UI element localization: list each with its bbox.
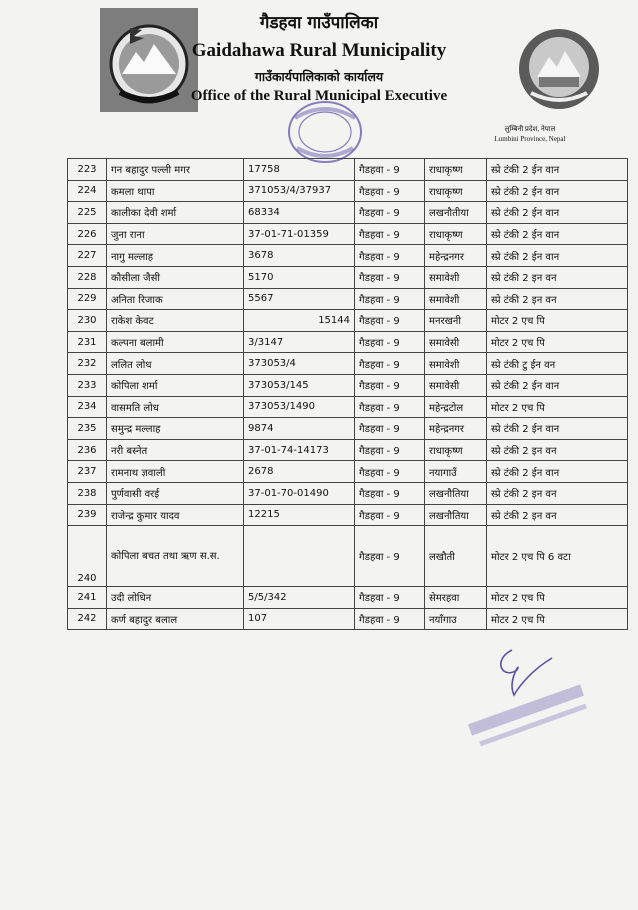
id-number-cell: 5/5/342 [244,587,355,609]
table-row [68,353,628,375]
serial-number-cell: 229 [68,288,107,310]
municipality-ward-cell: गैडहवा - 9 [355,202,425,224]
id-number-cell: 373053/145 [244,374,355,396]
table-row [68,266,628,288]
tole-cell: महेन्द्रनगर [425,245,487,267]
tole-cell: मनरखनी [425,310,487,332]
serial-number-cell: 228 [68,266,107,288]
id-number-cell: 3/3147 [244,331,355,353]
beneficiary-name-cell: राजेन्द्र कुमार यादव [107,504,244,526]
beneficiary-name-cell: कोपिला बचत तथा ऋण स.स. [107,526,244,587]
equipment-cell: स्प्रे टंकी 2 ईन वान [487,245,628,267]
tole-cell: राधाकृष्ण [425,159,487,181]
municipality-ward-cell: गैडहवा - 9 [355,461,425,483]
id-number-cell: 37-01-71-01359 [244,223,355,245]
serial-number-cell: 233 [68,374,107,396]
table-row [68,223,628,245]
table-row [68,310,628,332]
tole-cell: समावेशी [425,266,487,288]
table-row [68,245,628,267]
tole-cell: लखनौतिया [425,504,487,526]
municipality-ward-cell: गैडहवा - 9 [355,396,425,418]
serial-number-cell: 223 [68,159,107,181]
equipment-cell: मोटर 2 एच पि [487,310,628,332]
municipality-ward-cell: गैडहवा - 9 [355,526,425,587]
tole-cell: लखौती [425,526,487,587]
table-row [68,396,628,418]
municipality-ward-cell: गैडहवा - 9 [355,288,425,310]
tole-cell: नयाँगाउ [425,608,487,630]
municipality-ward-cell: गैडहवा - 9 [355,608,425,630]
id-number-cell: 5567 [244,288,355,310]
tole-cell: समावेसी [425,331,487,353]
serial-number-cell: 238 [68,482,107,504]
beneficiary-name-cell: कालीका देवी शर्मा [107,202,244,224]
id-number-cell: 371053/4/37937 [244,180,355,202]
table-row [68,439,628,461]
serial-number-cell: 237 [68,461,107,483]
id-number-cell: 37-01-74-14173 [244,439,355,461]
equipment-cell: स्प्रे टंकी 2 ईन वान [487,461,628,483]
id-number-cell: 12215 [244,504,355,526]
tole-cell: समावेशी [425,353,487,375]
municipality-ward-cell: गैडहवा - 9 [355,482,425,504]
municipality-ward-cell: गैडहवा - 9 [355,266,425,288]
table-row [68,587,628,609]
serial-number-cell: 242 [68,608,107,630]
municipality-ward-cell: गैडहवा - 9 [355,159,425,181]
table-row [68,418,628,440]
equipment-cell: स्प्रे टंकी 2 इन वन [487,288,628,310]
equipment-cell: स्प्रे टंकी 2 इन वन [487,439,628,461]
serial-number-cell: 224 [68,180,107,202]
table-row [68,608,628,630]
id-number-cell [244,526,355,587]
equipment-cell: स्प्रे टंकी टु ईन वन [487,353,628,375]
equipment-cell: स्प्रे टंकी 2 ईन वान [487,374,628,396]
beneficiary-name-cell: कल्पना बलामी [107,331,244,353]
official-signature [462,640,602,750]
serial-number-cell: 225 [68,202,107,224]
beneficiary-name-cell: जुना राना [107,223,244,245]
serial-number-cell: 235 [68,418,107,440]
title-english: Gaidahawa Rural Municipality [191,40,447,61]
equipment-cell: स्प्रे टंकी 2 इन वन [487,482,628,504]
serial-number-cell: 234 [68,396,107,418]
equipment-cell: स्प्रे टंकी 2 ईन वान [487,159,628,181]
beneficiary-name-cell: वासमति लोध [107,396,244,418]
title-nepali: गैडहवा गाउँपालिका [259,13,379,33]
table-row [68,180,628,202]
serial-number-cell: 239 [68,504,107,526]
id-number-cell: 15144 [244,310,355,332]
province-english: Lumbini Province, Nepal [494,135,566,143]
office-english: Office of the Rural Municipal Executive [190,88,448,104]
beneficiary-name-cell: नरी बस्नेत [107,439,244,461]
equipment-cell: मोटर 2 एच पि [487,608,628,630]
municipality-ward-cell: गैडहवा - 9 [355,223,425,245]
serial-number-cell: 232 [68,353,107,375]
equipment-cell: स्प्रे टंकी 2 ईन वान [487,223,628,245]
equipment-cell: स्प्रे टंकी 2 ईन वान [487,180,628,202]
id-number-cell: 5170 [244,266,355,288]
beneficiary-name-cell: गन बहादुर पल्ली मगर [107,159,244,181]
nepal-emblem-logo [517,27,601,111]
id-number-cell: 3678 [244,245,355,267]
municipality-ward-cell: गैडहवा - 9 [355,180,425,202]
table-row [68,288,628,310]
tole-cell: राधाकृष्ण [425,439,487,461]
id-number-cell: 17758 [244,159,355,181]
table-row [68,374,628,396]
province-nepali: लुम्बिनी प्रदेश, नेपाल [504,125,556,133]
tole-cell: सेमरहवा [425,587,487,609]
id-number-cell: 107 [244,608,355,630]
table-row [68,482,628,504]
tole-cell: महेन्द्रनगर [425,418,487,440]
beneficiary-name-cell: रामनाथ ज्ञवाली [107,461,244,483]
province-address [475,124,585,144]
beneficiary-name-cell: कौसीला जैसी [107,266,244,288]
beneficiary-name-cell: नागु मल्लाह [107,245,244,267]
municipality-ward-cell: गैडहवा - 9 [355,353,425,375]
table-row [68,461,628,483]
beneficiary-name-cell: कोपिला शर्मा [107,374,244,396]
municipality-ward-cell: गैडहवा - 9 [355,439,425,461]
id-number-cell: 373053/4 [244,353,355,375]
beneficiary-name-cell: कर्ण बहादुर बलाल [107,608,244,630]
beneficiary-name-cell: राकेश केवट [107,310,244,332]
equipment-cell: स्प्रे टंकी 2 इन वन [487,266,628,288]
equipment-cell: स्प्रे टंकी 2 ईन वान [487,418,628,440]
equipment-cell: मोटर 2 एच पि [487,331,628,353]
equipment-cell: स्प्रे टंकी 2 इन वन [487,504,628,526]
table-row [68,159,628,181]
beneficiary-name-cell: ललित लोध [107,353,244,375]
tole-cell: लखनौतीया [425,202,487,224]
serial-number-cell: 230 [68,310,107,332]
tole-cell: महेन्द्रटोल [425,396,487,418]
equipment-cell: स्प्रे टंकी 2 ईन वान [487,202,628,224]
municipality-ward-cell: गैडहवा - 9 [355,504,425,526]
municipality-ward-cell: गैडहवा - 9 [355,245,425,267]
equipment-cell: मोटर 2 एच पि [487,587,628,609]
tole-cell: समावेसी [425,374,487,396]
serial-number-cell: 241 [68,587,107,609]
id-number-cell: 9874 [244,418,355,440]
equipment-cell: मोटर 2 एच पि 6 वटा [487,526,628,587]
id-number-cell: 68334 [244,202,355,224]
serial-number-cell: 240 [68,526,107,587]
tole-cell: लखनौतिया [425,482,487,504]
municipality-ward-cell: गैडहवा - 9 [355,374,425,396]
beneficiary-name-cell: समुन्द्र मल्लाह [107,418,244,440]
table-row [68,526,628,587]
municipality-ward-cell: गैडहवा - 9 [355,310,425,332]
serial-number-cell: 227 [68,245,107,267]
tole-cell: राधाकृष्ण [425,223,487,245]
id-number-cell: 2678 [244,461,355,483]
serial-number-cell: 226 [68,223,107,245]
tole-cell: राधाकृष्ण [425,180,487,202]
id-number-cell: 37-01-70-01490 [244,482,355,504]
municipality-ward-cell: गैडहवा - 9 [355,331,425,353]
municipality-ward-cell: गैडहवा - 9 [355,587,425,609]
serial-number-cell: 236 [68,439,107,461]
tole-cell: समावेशी [425,288,487,310]
table-row [68,331,628,353]
beneficiary-name-cell: उदी लोधिन [107,587,244,609]
municipality-ward-cell: गैडहवा - 9 [355,418,425,440]
tole-cell: नयागाउँ [425,461,487,483]
beneficiary-name-cell: पुर्णवासी वरई [107,482,244,504]
beneficiary-name-cell: कमला थापा [107,180,244,202]
table-row [68,504,628,526]
serial-number-cell: 231 [68,331,107,353]
beneficiary-table [67,158,628,630]
id-number-cell: 373053/1490 [244,396,355,418]
office-nepali: गाउँकार्यपालिकाको कार्यालय [254,69,384,84]
table-row [68,202,628,224]
equipment-cell: मोटर 2 एच पि [487,396,628,418]
beneficiary-name-cell: अनिता रिजाक [107,288,244,310]
